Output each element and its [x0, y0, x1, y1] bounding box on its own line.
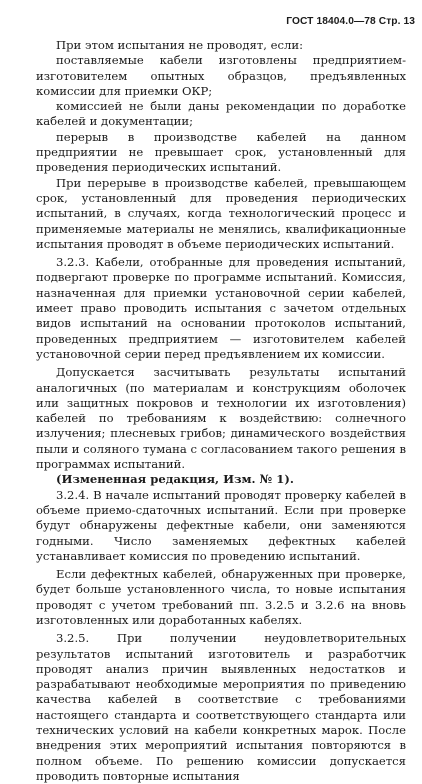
paragraph: При этом испытания не проводят, если: — [56, 38, 303, 52]
section-3-2-3: 3.2.3. Кабели, отобранные для проведения испытаний, подвергают проверке по программе испытаний. Комиссия, назначенная для приемки установочной серии кабелей, имеет право проводить испытания с зачетом отдельных видов испытаний на основании протоколов испытаний, проведенных предприятием — изготовителем кабелей установочной серии перед предъявлением их комиссии. — [36, 255, 406, 361]
page-header — [250, 16, 415, 27]
paragraph: Допускается засчитывать результаты испытаний аналогичных (по материалам и конструкциям оболочек или защитных покровов и технологии их изготовления) кабелей по требованиям к воздействию: солнечного излучения; плесневых грибов; динамического воздействия пыли и соляного тумана с согласованием такого решения в программах испытаний. — [36, 365, 406, 472]
page-number: Стр. 13 — [378, 16, 415, 27]
section-3-2-4: 3.2.4. В начале испытаний проводят проверку кабелей в объеме приемо-сдаточных испытаний. Если при проверке будут обнаружены дефектные кабели, они заменяются годными. Число заменяемых дефектных кабелей устанавливает комиссия по проведению испытаний. — [36, 487, 406, 563]
standard-number: ГОСТ 18404.0—78 — [286, 16, 376, 27]
document-body — [36, 38, 406, 784]
paragraph: комиссией не были даны рекомендации по доработке кабелей и документации; — [36, 99, 406, 129]
paragraph: При перерыве в производстве кабелей, превышающем срок, установленный для проведения периодических испытаний, в случаях, когда технологический процесс и применяемые материалы не менялись, квалификационные испытания проводят в объеме периодических испытаний. — [36, 175, 406, 251]
section-3-2-5: 3.2.5. При получении неудовлетворительных результатов испытаний изготовитель и разработчик проводят анализ причин выявленных недостатков и разрабатывают необходимые мероприятия по приведению качества кабелей в соответствие с требованиями настоящего стандарта и соответствующего стандарта или технических условий на кабели конкретных марок. После внедрения этих мероприятий испытания повторяются в полном объеме. По решению комиссии допускается проводить повторные испытания — [36, 631, 406, 783]
paragraph: поставляемые кабели изготовлены предприятием-изготовителем опытных образцов, предъявленных комиссии для приемки ОКР; — [36, 53, 406, 98]
amendment-note: (Измененная редакция, Изм. № 1). — [56, 472, 294, 487]
paragraph: перерыв в производстве кабелей на данном предприятии не превышает срок, установленный для проведения периодических испытаний. — [36, 129, 406, 175]
paragraph: Если дефектных кабелей, обнаруженных при проверке, будет больше установленного числа, то новые испытания проводят с учетом требований пп. 3.2.5 и 3.2.6 на вновь изготовленных или доработанных кабелях. — [36, 567, 406, 627]
